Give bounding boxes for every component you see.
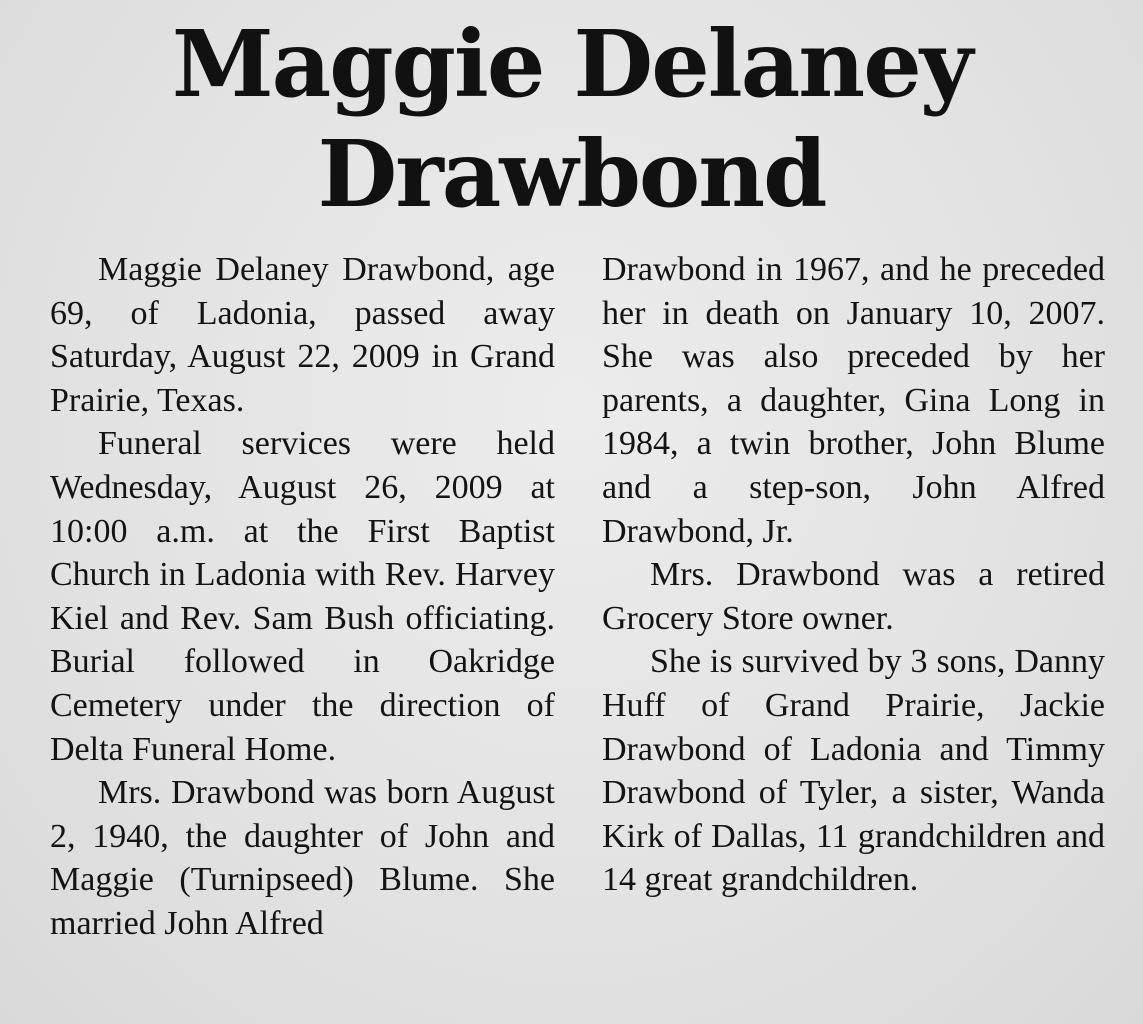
paragraph-occupation: Mrs. Drawbond was a retired Grocery Store owner.: [602, 556, 1105, 637]
paragraph-death-notice: Maggie Delaney Drawbond, age 69, of Ladonia, passed away Saturday, August 22, 2009 in Grand Prairie, Texas.: [50, 251, 555, 419]
right-column: [602, 248, 1105, 902]
paragraph-funeral-services: Funeral services were held Wednesday, August 26, 2009 at 10:00 a.m. at the First Baptist Church in Ladonia with Rev. Harvey Kiel and Rev. Sam Bush officiating. Burial followed in Oakridge Cemetery under the direction of Delta Funeral Home.: [50, 425, 555, 768]
headline-line-2: Drawbond: [317, 120, 826, 228]
paragraph-birth: Mrs. Drawbond was born August 2, 1940, the daughter of John and Maggie (Turnipseed) Blume. She married John Alfred: [50, 774, 555, 942]
headline-line-1: Maggie Delaney: [171, 10, 972, 118]
paragraph-marriage-continued: Drawbond in 1967, and he preceded her in death on January 10, 2007. She was also preceded by her parents, a daughter, Gina Long in 1984, a twin brother, John Blume and a step-son, John Alfred Drawbond, Jr.: [602, 251, 1105, 550]
left-column: [50, 248, 555, 946]
paragraph-survivors: She is survived by 3 sons, Danny Huff of Grand Prairie, Jackie Drawbond of Ladonia and Timmy Drawbond of Tyler, a sister, Wanda Kirk of Dallas, 11 grandchildren and 14 great grandchildren.: [602, 643, 1105, 899]
